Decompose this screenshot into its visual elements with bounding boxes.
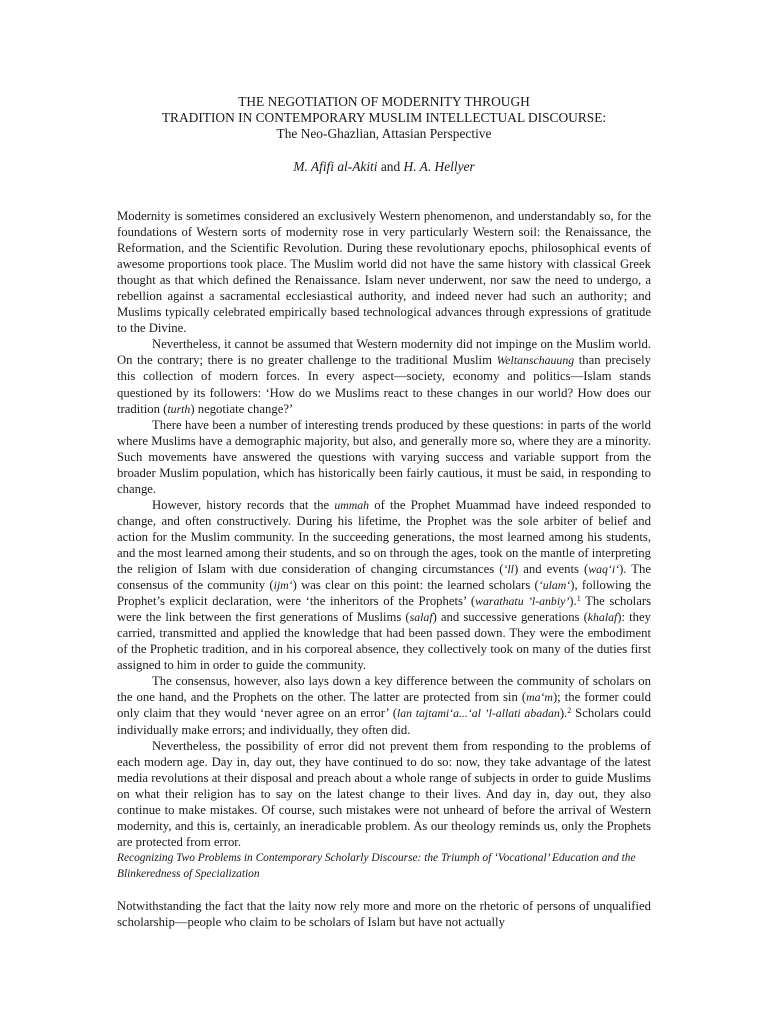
footnote-ref-1[interactable]: 1 bbox=[576, 594, 581, 604]
term-ulama: ‘ulam‘ bbox=[538, 578, 571, 593]
term-ummah: ummah bbox=[334, 497, 370, 512]
title-line-2: TRADITION IN CONTEMPORARY MUSLIM INTELLECTUAL DISCOURSE: bbox=[161, 110, 607, 125]
term-turth: turth bbox=[167, 401, 191, 416]
paragraph-2: Nevertheless, it cannot be assumed that Western modernity did not impinge on the Muslim world. On the contrary; there is no greater challenge to the traditional Muslim Weltanschauung than precisely this collection of modern forces. In every aspect—society, economy and politics—Islam stands questioned by its followers: ‘How do we Muslims react to these changes in our world? How does our tradition (turth) negotiate change?’ bbox=[117, 337, 652, 416]
term-waqi: waq‘i‘ bbox=[588, 562, 620, 577]
term-warathatu: warathatu ’l-anbiy’ bbox=[475, 594, 570, 609]
term-salaf: salaf bbox=[409, 610, 433, 625]
term-ijma: ijm‘ bbox=[273, 578, 293, 593]
paragraph-5: The consensus, however, also lays down a key difference between the community of scholars on the one hand, and the Prophets on the other. The latter are protected from sin (ma‘m); the former could only claim that they would ‘never agree on an error’ (lan tajtami‘a...‘al ’l-allati abadan).$^2$ Scholars could individually make errors; and individually, they often did. bbox=[117, 674, 652, 737]
section-heading: Recognizing Two Problems in Contemporary Scholarly Discourse: the Triumph of ‘Vocational’ Education and the Blinkeredness of Specialization bbox=[117, 851, 636, 880]
article-body bbox=[117, 208, 651, 930]
author-1: M. Afifi al-Akiti bbox=[293, 159, 378, 174]
paragraph-7: Notwithstanding the fact that the laity now rely more and more on the rhetoric of persons of unqualified scholarship—people who claim to be scholars of Islam but have not actually bbox=[117, 898, 651, 929]
footnote-ref-2[interactable]: 2 bbox=[567, 706, 572, 716]
term-weltanschauung: Weltanschauung bbox=[496, 353, 575, 368]
paragraph-6: Nevertheless, the possibility of error did not prevent them from responding to the problems of each modern age. Day in, day out, they have continued to do so: now, they take advantage of the latest media revolutions at their disposal and preach about a whole range of subjects in order to guide Muslims on what their religion has to say on the latest change to their lives. And day in, day out, they also continue to make mistakes. Of course, such mistakes were not unheard of before the arrival of Western modernity, and this is, certainly, an ineradicable problem. As our theology reminds us, only the Prophets are protected from error. bbox=[117, 738, 651, 849]
author-2: H. A. Hellyer bbox=[403, 159, 475, 174]
paragraph-3: There have been a number of interesting trends produced by these questions: in parts of the world where Muslims have a demographic majority, but also, and generally more so, where they are a minority. Such movements have answered the questions with varying success and variable support from the broader Muslim population, which has historically been fairly cautious, it must be said, in responding to change. bbox=[117, 417, 651, 496]
term-masum: ma‘m bbox=[526, 690, 553, 705]
term-ill: ‘ll bbox=[503, 562, 514, 577]
term-khalaf: khalaf bbox=[587, 610, 618, 625]
title-line-1: THE NEGOTIATION OF MODERNITY THROUGH bbox=[238, 94, 530, 109]
authors bbox=[0, 159, 768, 175]
term-lan-tajtamia: lan tajtami‘a...‘al ’l-allati abadan bbox=[396, 706, 560, 721]
subtitle: The Neo-Ghazlian, Attasian Perspective bbox=[276, 126, 492, 141]
author-joiner: and bbox=[377, 159, 404, 174]
paragraph-1: Modernity is sometimes considered an exclusively Western phenomenon, and understandably so, for the foundations of Western sorts of modernity rose in very particularly Western soil: the Renaissance, the Reformation, and the Scientific Revolution. During these revolutionary epochs, philosophical events of awesome proportions took place. The Muslim world did not have the same history with classical Greek thought as that which defined the Renaissance. Islam never underwent, nor saw the need to undergo, a rebellion against a sacramental ecclesiastical authority, and indeed never had such an authority; and Muslims typically celebrated empirically based technological advances through expressions of gratitude to the Divine. bbox=[117, 209, 651, 336]
paragraph-4: However, history records that the ummah of the Prophet Muammad have indeed responded to change, and often constructively. During his lifetime, the Prophet was the sole arbiter of belief and action for the Muslim community. In the succeeding generations, the most learned among his students, and the most learned among their students, and so on through the ages, took on the mantle of interpreting the religion of Islam with due consideration of changing circumstances (‘ll) and events (waq‘i‘). The consensus of the community (ijm‘) was clear on this point: the learned scholars (‘ulam‘), following the Prophet’s explicit declaration, were ‘the inheritors of the Prophets’ (warathatu ’l-anbiy’).$^1$ The scholars were the link between the first generations of Muslims (salaf) and successive generations (khalaf): they carried, transmitted and applied the knowledge that had been passed down. They were the embodiment of the Prophetic tradition, and in his corporeal absence, they collectively took on many of the duties first assigned to him in order to guide the community. bbox=[117, 497, 652, 673]
